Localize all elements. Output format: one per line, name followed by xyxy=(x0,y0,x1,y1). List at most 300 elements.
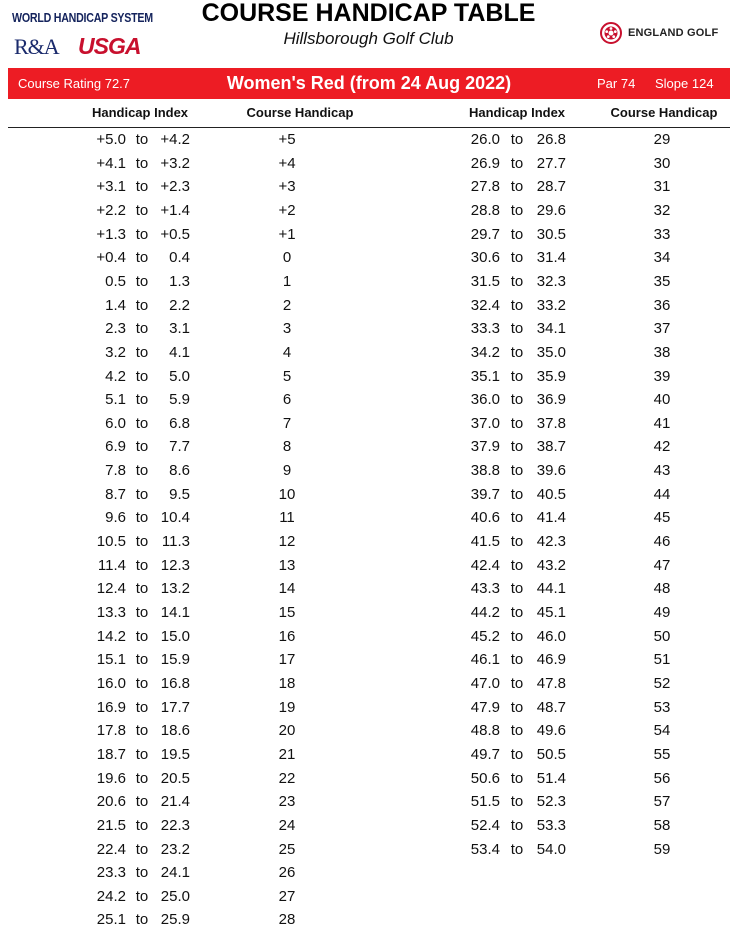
handicap-index-high: 6.8 xyxy=(169,414,190,432)
course-handicap-value: 27 xyxy=(278,887,296,905)
range-separator: to xyxy=(135,769,149,787)
handicap-index-low: 10.5 xyxy=(96,533,126,551)
handicap-index-high: 35.9 xyxy=(536,367,566,385)
range-separator: to xyxy=(510,769,524,787)
handicap-index-low: 1.4 xyxy=(105,296,126,314)
handicap-index-low: 31.5 xyxy=(470,272,500,290)
table-row xyxy=(0,273,737,295)
handicap-index-high: 46.9 xyxy=(536,651,566,669)
range-separator: to xyxy=(510,580,524,598)
range-separator: to xyxy=(510,509,524,527)
course-handicap-value: 44 xyxy=(653,485,671,503)
course-handicap-value: 54 xyxy=(653,722,671,740)
course-handicap-value: 38 xyxy=(653,343,671,361)
handicap-index-low: 3.2 xyxy=(105,343,126,361)
handicap-index-high: 46.0 xyxy=(536,627,566,645)
range-separator: to xyxy=(510,225,524,243)
table-row xyxy=(0,391,737,413)
range-separator: to xyxy=(135,651,149,669)
handicap-index-high: 32.3 xyxy=(536,272,566,290)
handicap-index-high: 28.7 xyxy=(536,178,566,196)
handicap-index-low: 14.2 xyxy=(96,627,126,645)
range-separator: to xyxy=(135,911,149,929)
handicap-index-high: 51.4 xyxy=(536,769,566,787)
course-handicap-value: 9 xyxy=(282,462,292,480)
table-row xyxy=(0,746,737,768)
course-handicap-value: 16 xyxy=(278,627,296,645)
table-row xyxy=(0,415,737,437)
handicap-index-low: 7.8 xyxy=(105,462,126,480)
column-header-course-handicap-left: Course Handicap xyxy=(246,105,354,120)
handicap-index-low: 37.9 xyxy=(470,438,500,456)
handicap-index-high: 23.2 xyxy=(160,840,190,858)
handicap-index-low: 36.0 xyxy=(470,391,500,409)
range-separator: to xyxy=(135,131,149,148)
handicap-index-low: 49.7 xyxy=(470,745,500,763)
handicap-index-high: 34.1 xyxy=(536,320,566,338)
handicap-index-low: 42.4 xyxy=(470,556,500,574)
course-handicap-value: 14 xyxy=(278,580,296,598)
column-header-handicap-index-left: Handicap Index xyxy=(91,105,189,120)
table-row xyxy=(0,178,737,200)
table-row xyxy=(0,155,737,177)
range-separator: to xyxy=(135,556,149,574)
handicap-index-high: 42.3 xyxy=(536,533,566,551)
handicap-index-low: 35.1 xyxy=(470,367,500,385)
range-separator: to xyxy=(510,201,524,219)
handicap-index-low: 34.2 xyxy=(470,343,500,361)
column-header-handicap-index-right: Handicap Index xyxy=(468,105,566,120)
handicap-index-high: 24.1 xyxy=(160,864,190,882)
handicap-index-high: 5.0 xyxy=(169,367,190,385)
course-handicap-value: 59 xyxy=(653,840,671,858)
table-row xyxy=(0,297,737,319)
table-row xyxy=(0,226,737,248)
handicap-index-high: 14.1 xyxy=(160,604,190,621)
course-handicap-value: 55 xyxy=(653,745,671,763)
table-row xyxy=(0,533,737,555)
handicap-index-high: 10.4 xyxy=(160,509,190,527)
course-handicap-value: 47 xyxy=(653,556,671,574)
handicap-index-low: 50.6 xyxy=(470,769,500,787)
tee-info-band xyxy=(8,68,730,99)
range-separator: to xyxy=(510,414,524,432)
range-separator: to xyxy=(510,722,524,740)
range-separator: to xyxy=(510,320,524,338)
handicap-index-low: 33.3 xyxy=(470,320,500,338)
course-handicap-value: 34 xyxy=(653,249,671,267)
handicap-index-high: 15.9 xyxy=(160,651,190,669)
range-separator: to xyxy=(135,722,149,740)
usga-logo: USGA xyxy=(78,33,141,59)
handicap-index-high: 2.2 xyxy=(169,296,190,314)
handicap-index-high: 12.3 xyxy=(160,556,190,574)
handicap-index-high: 49.6 xyxy=(536,722,566,740)
range-separator: to xyxy=(135,462,149,480)
table-row xyxy=(0,722,737,744)
range-separator: to xyxy=(135,320,149,338)
range-separator: to xyxy=(135,178,149,196)
handicap-index-low: 25.1 xyxy=(96,911,126,929)
handicap-index-low: 20.6 xyxy=(96,793,126,811)
handicap-index-high: 18.6 xyxy=(160,722,190,740)
course-handicap-value: 56 xyxy=(653,769,671,787)
table-row xyxy=(0,793,737,815)
club-name: Hillsborough Golf Club xyxy=(283,29,454,48)
handicap-index-high: 3.1 xyxy=(169,320,190,338)
handicap-index-low: 28.8 xyxy=(470,201,500,219)
england-golf-label: ENGLAND GOLF xyxy=(628,27,719,39)
table-row xyxy=(0,699,737,721)
range-separator: to xyxy=(510,698,524,716)
handicap-index-low: 21.5 xyxy=(96,816,126,834)
handicap-index-high: 11.3 xyxy=(161,533,190,551)
course-handicap-value: 7 xyxy=(282,414,292,432)
handicap-index-high: 39.6 xyxy=(536,462,566,480)
range-separator: to xyxy=(510,745,524,763)
handicap-index-low: 19.6 xyxy=(96,769,126,787)
range-separator: to xyxy=(135,225,149,243)
handicap-index-high: 43.2 xyxy=(536,556,566,574)
handicap-index-high: 48.7 xyxy=(536,698,566,716)
handicap-index-low: 29.7 xyxy=(470,225,500,243)
handicap-index-high: 9.5 xyxy=(169,485,190,503)
handicap-index-low: 18.7 xyxy=(96,745,126,763)
course-handicap-value: 12 xyxy=(278,533,296,551)
range-separator: to xyxy=(135,674,149,692)
range-separator: to xyxy=(510,793,524,811)
course-handicap-value: +1 xyxy=(278,225,296,243)
header-divider xyxy=(8,127,730,128)
column-header-course-handicap-right: Course Handicap xyxy=(610,105,718,120)
range-separator: to xyxy=(510,367,524,385)
range-separator: to xyxy=(135,343,149,361)
range-separator: to xyxy=(135,533,149,551)
handicap-index-low: 12.4 xyxy=(96,580,126,598)
course-handicap-value: 29 xyxy=(653,131,671,148)
handicap-index-high: 7.7 xyxy=(169,438,190,456)
handicap-index-low: 48.8 xyxy=(470,722,500,740)
course-handicap-value: 37 xyxy=(653,320,671,338)
range-separator: to xyxy=(135,580,149,598)
table-row xyxy=(0,604,737,626)
handicap-index-high: 15.0 xyxy=(160,627,190,645)
range-separator: to xyxy=(510,154,524,172)
range-separator: to xyxy=(510,343,524,361)
course-handicap-value: 25 xyxy=(278,840,296,858)
handicap-index-low: 40.6 xyxy=(470,509,500,527)
handicap-index-low: 17.8 xyxy=(96,722,126,740)
range-separator: to xyxy=(135,391,149,409)
handicap-index-high: 25.0 xyxy=(160,887,190,905)
course-handicap-value: 20 xyxy=(278,722,296,740)
range-separator: to xyxy=(135,201,149,219)
course-handicap-value: 31 xyxy=(653,178,671,196)
range-separator: to xyxy=(510,816,524,834)
handicap-index-high: 5.9 xyxy=(169,391,190,409)
course-handicap-value: 26 xyxy=(278,864,296,882)
table-row xyxy=(0,249,737,271)
course-handicap-value: 57 xyxy=(653,793,671,811)
handicap-index-low: 13.3 xyxy=(96,604,126,621)
handicap-index-low: 23.3 xyxy=(96,864,126,882)
handicap-index-low: 47.9 xyxy=(470,698,500,716)
range-separator: to xyxy=(135,485,149,503)
handicap-index-low: 22.4 xyxy=(96,840,126,858)
table-row xyxy=(0,580,737,602)
handicap-index-high: 47.8 xyxy=(536,674,566,692)
course-handicap-value: 10 xyxy=(278,485,296,503)
course-handicap-value: 52 xyxy=(653,674,671,692)
range-separator: to xyxy=(510,485,524,503)
handicap-index-low: 2.3 xyxy=(105,320,126,338)
handicap-index-high: +4.2 xyxy=(160,131,190,148)
range-separator: to xyxy=(135,367,149,385)
course-handicap-value: 35 xyxy=(653,272,671,290)
range-separator: to xyxy=(510,272,524,290)
course-handicap-value: 28 xyxy=(278,911,296,929)
range-separator: to xyxy=(135,627,149,645)
table-row xyxy=(0,438,737,460)
range-separator: to xyxy=(510,438,524,456)
handicap-index-high: 50.5 xyxy=(536,745,566,763)
handicap-index-low: 45.2 xyxy=(470,627,500,645)
course-handicap-value: 46 xyxy=(653,533,671,551)
page-title: COURSE HANDICAP TABLE xyxy=(201,0,536,27)
range-separator: to xyxy=(135,604,149,621)
range-separator: to xyxy=(135,864,149,882)
handicap-index-low: 52.4 xyxy=(470,816,500,834)
range-separator: to xyxy=(510,249,524,267)
course-handicap-value: 15 xyxy=(278,604,296,621)
range-separator: to xyxy=(135,840,149,858)
handicap-index-low: +1.3 xyxy=(96,225,126,243)
range-separator: to xyxy=(510,178,524,196)
handicap-index-high: 27.7 xyxy=(536,154,566,172)
table-row xyxy=(0,320,737,342)
course-handicap-value: 40 xyxy=(653,391,671,409)
handicap-index-low: 37.0 xyxy=(470,414,500,432)
range-separator: to xyxy=(510,533,524,551)
course-handicap-value: 1 xyxy=(282,272,292,290)
table-row xyxy=(0,651,737,673)
range-separator: to xyxy=(510,651,524,669)
handicap-index-high: +2.3 xyxy=(160,178,190,196)
handicap-index-low: 47.0 xyxy=(470,674,500,692)
handicap-index-low: 39.7 xyxy=(470,485,500,503)
course-handicap-value: 39 xyxy=(653,367,671,385)
handicap-index-low: 30.6 xyxy=(470,249,500,267)
course-handicap-value: 21 xyxy=(278,745,296,763)
handicap-index-high: 25.9 xyxy=(160,911,190,929)
range-separator: to xyxy=(135,509,149,527)
handicap-index-high: 37.8 xyxy=(536,414,566,432)
table-row xyxy=(0,462,737,484)
table-row xyxy=(0,131,737,153)
course-handicap-value: +4 xyxy=(278,154,296,172)
range-separator: to xyxy=(510,604,524,621)
handicap-index-high: 33.2 xyxy=(536,296,566,314)
handicap-index-low: +4.1 xyxy=(96,154,126,172)
handicap-index-high: 35.0 xyxy=(536,343,566,361)
handicap-index-low: 27.8 xyxy=(470,178,500,196)
range-separator: to xyxy=(135,154,149,172)
range-separator: to xyxy=(510,391,524,409)
handicap-index-high: 29.6 xyxy=(536,201,566,219)
course-handicap-value: 32 xyxy=(653,201,671,219)
table-row xyxy=(0,557,737,579)
course-handicap-value: 8 xyxy=(282,438,292,456)
handicap-index-low: 15.1 xyxy=(96,651,126,669)
handicap-index-high: 19.5 xyxy=(160,745,190,763)
handicap-index-high: 21.4 xyxy=(160,793,190,811)
handicap-index-high: 52.3 xyxy=(536,793,566,811)
course-handicap-value: 4 xyxy=(282,343,292,361)
range-separator: to xyxy=(135,816,149,834)
par-value: Par 74 xyxy=(597,76,636,91)
handicap-index-high: 36.9 xyxy=(536,391,566,409)
handicap-index-low: +3.1 xyxy=(96,178,126,196)
handicap-index-high: 16.8 xyxy=(160,674,190,692)
course-handicap-value: 17 xyxy=(278,651,296,669)
handicap-index-low: 53.4 xyxy=(470,840,500,858)
handicap-index-low: 9.6 xyxy=(105,509,126,527)
course-handicap-value: 19 xyxy=(278,698,296,716)
course-handicap-value: 18 xyxy=(278,674,296,692)
table-row xyxy=(0,770,737,792)
handicap-index-high: 8.6 xyxy=(169,462,190,480)
course-handicap-value: +3 xyxy=(278,178,296,196)
course-handicap-value: 41 xyxy=(653,414,671,432)
handicap-index-low: 24.2 xyxy=(96,887,126,905)
handicap-index-low: 4.2 xyxy=(105,367,126,385)
course-handicap-value: 11 xyxy=(279,509,295,527)
handicap-index-low: 16.0 xyxy=(96,674,126,692)
handicap-index-high: 26.8 xyxy=(536,131,566,148)
course-handicap-value: 13 xyxy=(278,556,296,574)
table-row xyxy=(0,864,737,886)
course-handicap-value: 3 xyxy=(282,320,292,338)
course-handicap-value: 58 xyxy=(653,816,671,834)
handicap-index-low: 41.5 xyxy=(470,533,500,551)
range-separator: to xyxy=(510,296,524,314)
handicap-index-low: 6.9 xyxy=(105,438,126,456)
course-handicap-value: 2 xyxy=(282,296,292,314)
handicap-index-high: 45.1 xyxy=(536,604,566,621)
course-handicap-value: 53 xyxy=(653,698,671,716)
handicap-index-high: 1.3 xyxy=(169,272,190,290)
handicap-index-high: 4.1 xyxy=(169,343,190,361)
handicap-index-high: +1.4 xyxy=(160,201,190,219)
course-handicap-value: 33 xyxy=(653,225,671,243)
england-golf-rose-icon xyxy=(600,22,622,44)
course-handicap-value: 30 xyxy=(653,154,671,172)
range-separator: to xyxy=(510,840,524,858)
handicap-index-low: +5.0 xyxy=(96,131,126,148)
table-row xyxy=(0,888,737,910)
handicap-index-high: 38.7 xyxy=(536,438,566,456)
table-row xyxy=(0,486,737,508)
range-separator: to xyxy=(135,414,149,432)
handicap-index-low: 11.4 xyxy=(97,556,126,574)
range-separator: to xyxy=(135,438,149,456)
ra-logo: R&A xyxy=(14,34,59,59)
whs-logo: WORLD HANDICAP SYSTEM xyxy=(12,10,153,25)
course-handicap-value: 50 xyxy=(653,627,671,645)
range-separator: to xyxy=(510,462,524,480)
handicap-index-low: 0.5 xyxy=(105,272,126,290)
range-separator: to xyxy=(510,674,524,692)
range-separator: to xyxy=(510,556,524,574)
table-row xyxy=(0,202,737,224)
course-handicap-value: +2 xyxy=(278,201,296,219)
handicap-index-high: 22.3 xyxy=(160,816,190,834)
table-row xyxy=(0,344,737,366)
handicap-index-high: 53.3 xyxy=(536,816,566,834)
course-handicap-value: 0 xyxy=(282,249,292,267)
table-row xyxy=(0,509,737,531)
course-handicap-value: 48 xyxy=(653,580,671,598)
handicap-index-high: 44.1 xyxy=(536,580,566,598)
handicap-index-low: 26.9 xyxy=(470,154,500,172)
range-separator: to xyxy=(135,698,149,716)
range-separator: to xyxy=(510,627,524,645)
table-row xyxy=(0,841,737,863)
course-handicap-value: +5 xyxy=(278,131,296,148)
range-separator: to xyxy=(135,745,149,763)
handicap-index-high: 41.4 xyxy=(536,509,566,527)
course-handicap-value: 42 xyxy=(653,438,671,456)
course-rating: Course Rating 72.7 xyxy=(18,76,131,91)
handicap-index-high: 40.5 xyxy=(536,485,566,503)
handicap-index-high: 17.7 xyxy=(160,698,190,716)
handicap-index-low: 44.2 xyxy=(470,604,500,621)
range-separator: to xyxy=(135,272,149,290)
range-separator: to xyxy=(135,249,149,267)
course-handicap-value: 43 xyxy=(653,462,671,480)
handicap-index-low: 8.7 xyxy=(105,485,126,503)
table-row xyxy=(0,628,737,650)
handicap-index-low: 38.8 xyxy=(470,462,500,480)
handicap-index-low: 46.1 xyxy=(470,651,500,669)
handicap-index-low: 5.1 xyxy=(105,391,126,409)
course-handicap-value: 51 xyxy=(653,651,671,669)
handicap-index-high: 31.4 xyxy=(536,249,566,267)
range-separator: to xyxy=(135,887,149,905)
slope-value: Slope 124 xyxy=(655,76,714,91)
course-handicap-value: 23 xyxy=(278,793,296,811)
tee-name: Women's Red (from 24 Aug 2022) xyxy=(226,73,512,93)
range-separator: to xyxy=(135,296,149,314)
handicap-index-high: 54.0 xyxy=(536,840,566,858)
handicap-index-high: +3.2 xyxy=(160,154,190,172)
handicap-index-high: 20.5 xyxy=(160,769,190,787)
handicap-index-low: 16.9 xyxy=(96,698,126,716)
handicap-index-low: 6.0 xyxy=(105,414,126,432)
handicap-index-low: +0.4 xyxy=(96,249,126,267)
course-handicap-value: 5 xyxy=(282,367,292,385)
course-handicap-value: 49 xyxy=(653,604,671,621)
course-handicap-value: 22 xyxy=(278,769,296,787)
table-row xyxy=(0,911,737,933)
course-handicap-value: 24 xyxy=(278,816,296,834)
table-row xyxy=(0,817,737,839)
range-separator: to xyxy=(510,131,524,148)
course-handicap-value: 45 xyxy=(653,509,671,527)
handicap-index-low: 43.3 xyxy=(470,580,500,598)
range-separator: to xyxy=(135,793,149,811)
handicap-index-low: 51.5 xyxy=(470,793,500,811)
